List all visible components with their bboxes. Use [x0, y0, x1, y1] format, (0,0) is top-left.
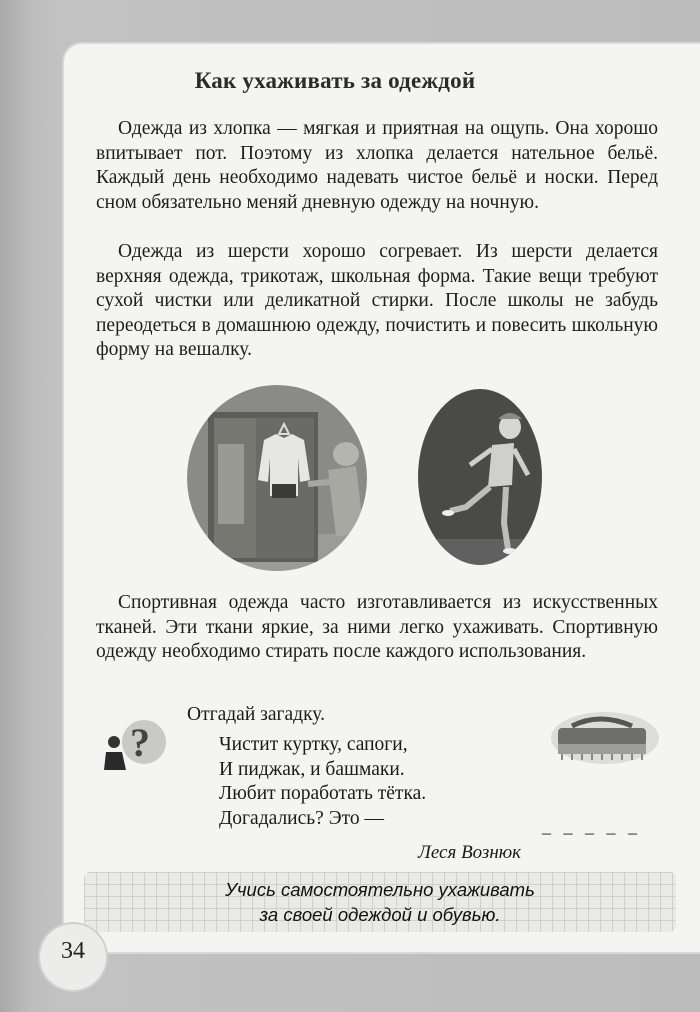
paragraph-wool	[96, 240, 658, 363]
riddle-answer-blank: _ _ _ _ _	[542, 816, 641, 836]
riddle-line: И пиджак, и башмаки.	[219, 758, 405, 780]
paragraph-cotton	[96, 117, 658, 215]
svg-text:?: ?	[130, 720, 150, 765]
riddle-line: Догадались? Это —	[219, 807, 384, 829]
riddle-author: Леся Вознюк	[418, 842, 522, 863]
wardrobe-illustration	[186, 384, 368, 572]
riddle-line: Любит поработать тётка.	[219, 783, 427, 805]
runner-illustration	[418, 389, 542, 565]
paragraph-sportswear	[96, 591, 658, 665]
clothes-brush-icon	[550, 706, 660, 766]
page-title: Как ухаживать за одеждой	[194, 68, 476, 93]
page-number: 34	[61, 938, 85, 964]
rule-line: за своей одеждой и обувью.	[259, 904, 501, 925]
riddle-verse	[219, 733, 426, 831]
rule-line: Учись самостоятельно ухаживать	[225, 879, 535, 900]
riddle-line: Чистит куртку, сапоги,	[219, 734, 408, 755]
rule-callout	[130, 877, 630, 927]
riddle-prompt: Отгадай загадку.	[187, 704, 325, 725]
paragraph-wool-text: Одежда из шерсти хорошо согревает. Из шерсти делается верхняя одежда, трикотаж, школьная форма. Такие вещи требуют сухой чистки или деликатной стирки. После школы не забудь переодеться в домашнюю одежду, почистить и повесить школьную форму на вешалку.	[96, 241, 658, 361]
question-mark-icon	[100, 712, 170, 774]
paragraph-sportswear-text: Спортивная одежда часто изготавливается из искусственных тканей. Эти ткани яркие, за ними легко ухаживать. Спортивную одежду необходимо стирать после каждого использования.	[96, 592, 658, 663]
paragraph-cotton-text: Одежда из хлопка — мягкая и приятная на ощупь. Она хорошо впитывает пот. Поэтому из хлопка делается нательное бельё. Каждый день необходимо надевать чистое бельё и носки. Перед сном обязательно меняй дневную одежду на ночную.	[96, 118, 658, 213]
